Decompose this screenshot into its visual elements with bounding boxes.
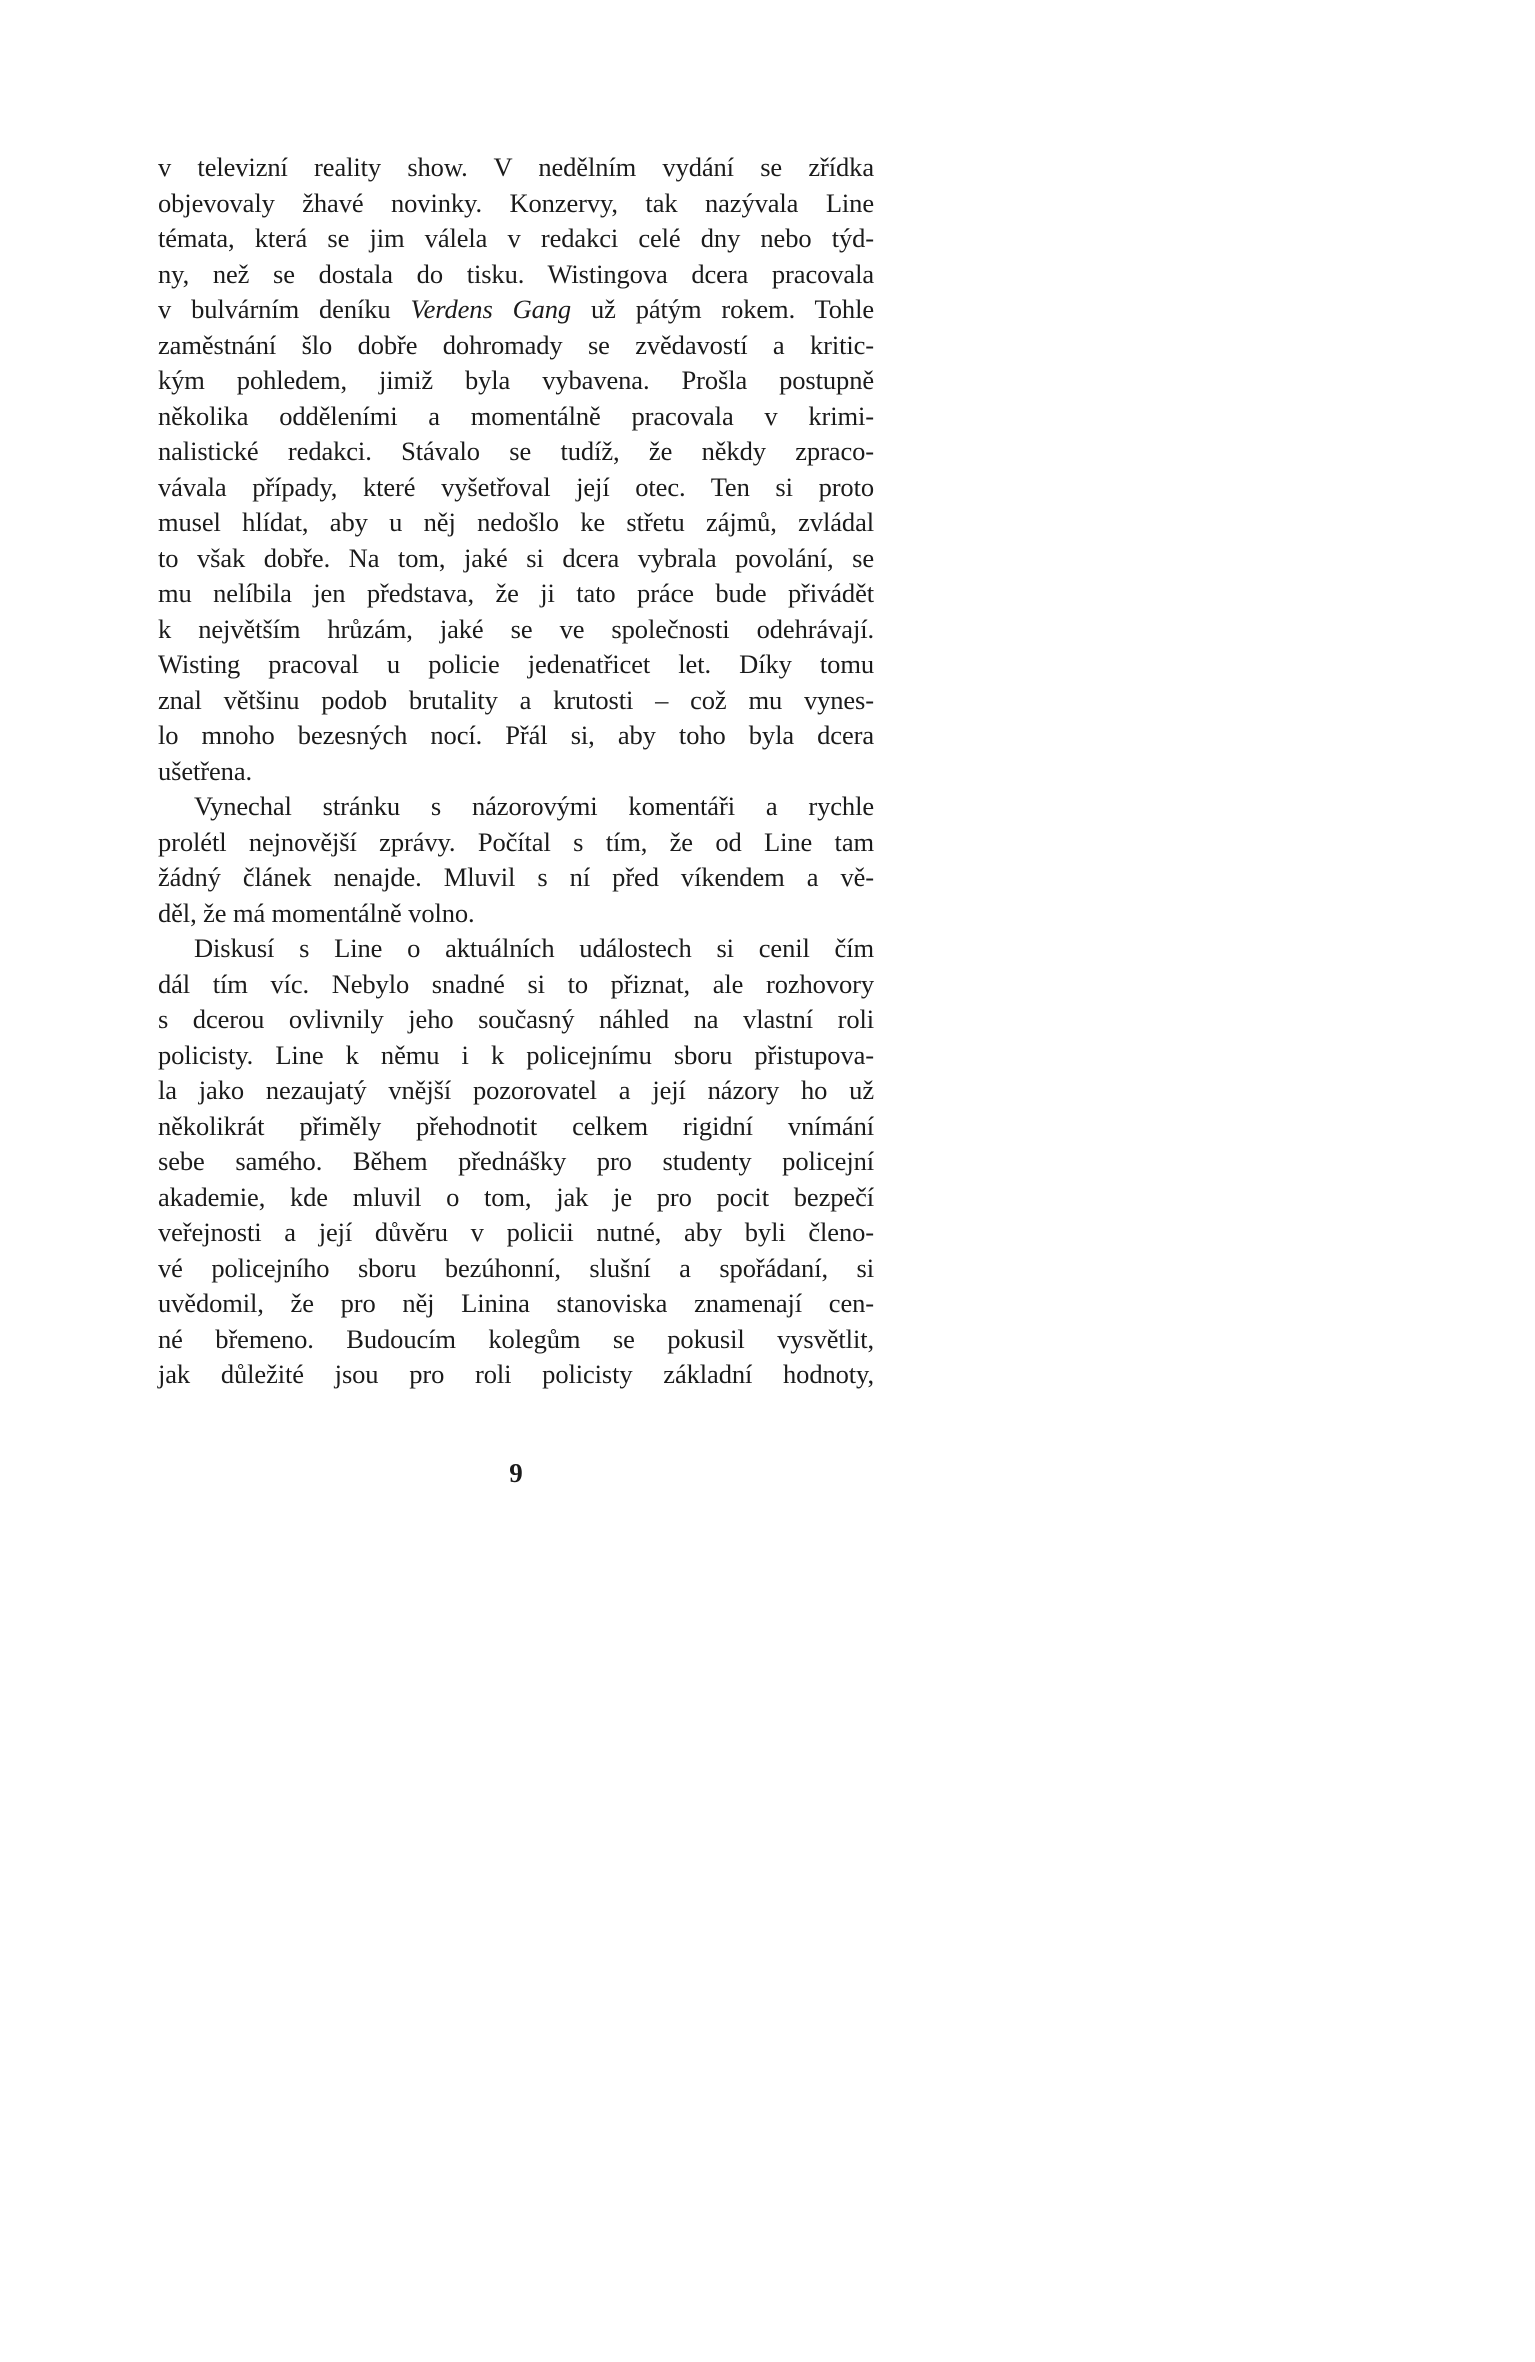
text-line: Vynechal stránku s názorovými komentáři a rychle — [194, 791, 874, 821]
text-line: několika odděleními a momentálně pracovala v krimi- — [158, 400, 874, 431]
text-line: mu nelíbila jen představa, že ji tato práce bude přivádět — [158, 578, 874, 608]
text-line: v televizní reality show. V nedělním vydání se zřídka — [158, 152, 874, 182]
text-line: s dcerou ovlivnily jeho současný náhled na vlastní roli — [158, 1004, 874, 1034]
text-line: Wisting pracoval u policie jedenatřicet let. Díky tomu — [158, 649, 874, 679]
text-line: znal většinu podob brutality a krutosti – což mu vynes- — [158, 684, 874, 715]
paragraph — [158, 789, 874, 931]
body-text — [158, 150, 874, 1393]
text-line: žádný článek nenajde. Mluvil s ní před víkendem a vě- — [158, 862, 874, 892]
text-line: prolétl nejnovější zprávy. Počítal s tím, že od Line tam — [158, 826, 874, 857]
text-line: lo mnoho bezesných nocí. Přál si, aby toho byla dcera — [158, 720, 874, 750]
text-line: uvědomil, že pro něj Linina stanoviska znamenají cen- — [158, 1288, 874, 1318]
text-segment: už pátým rokem. Tohle — [571, 294, 874, 324]
text-line: la jako nezaujatý vnější pozorovatel a její názory ho už — [158, 1075, 874, 1105]
text-line: k největším hrůzám, jaké se ve společnosti odehrávají. — [158, 613, 874, 644]
text-line: jak důležité jsou pro roli policisty základní hodnoty, — [158, 1359, 874, 1389]
paragraph — [158, 931, 874, 1393]
text-line: nalistické redakci. Stávalo se tudíž, že někdy zpraco- — [158, 436, 874, 466]
text-line — [158, 292, 874, 328]
text-line: veřejnosti a její důvěru v policii nutné, aby byli členo- — [158, 1217, 874, 1247]
text-line: děl, že má momentálně volno. — [158, 897, 475, 928]
text-line: ušetřena. — [158, 755, 253, 786]
text-line: sebe samého. Během přednášky pro studenty policejní — [158, 1146, 874, 1176]
book-title-italic: Verdens Gang — [410, 294, 572, 324]
page-number: 9 — [509, 1458, 523, 1488]
text-line: Diskusí s Line o aktuálních událostech si cenil čím — [194, 933, 874, 963]
paragraph — [158, 150, 874, 789]
text-line: to však dobře. Na tom, jaké si dcera vybrala povolání, se — [158, 542, 874, 573]
text-segment: v bulvárním deníku — [158, 294, 411, 324]
text-line: vávala případy, které vyšetřoval její otec. Ten si proto — [158, 471, 874, 502]
text-line: vé policejního sboru bezúhonní, slušní a spořádaní, si — [158, 1252, 874, 1283]
text-line: musel hlídat, aby u něj nedošlo ke střetu zájmů, zvládal — [158, 507, 874, 537]
text-line: objevovaly žhavé novinky. Konzervy, tak nazývala Line — [158, 187, 874, 218]
text-line: kým pohledem, jimiž byla vybavena. Prošla postupně — [158, 365, 874, 395]
text-line: dál tím víc. Nebylo snadné si to přiznat, ale rozhovory — [158, 968, 874, 999]
text-line: ny, než se dostala do tisku. Wistingova dcera pracovala — [158, 258, 874, 289]
text-line: několikrát přiměly přehodnotit celkem rigidní vnímání — [158, 1110, 874, 1141]
text-line: témata, která se jim válela v redakci celé dny nebo týd- — [158, 223, 874, 253]
text-line: akademie, kde mluvil o tom, jak je pro pocit bezpečí — [158, 1181, 874, 1212]
text-line: policisty. Line k němu i k policejnímu sboru přistupova- — [158, 1039, 874, 1070]
text-line: né břemeno. Budoucím kolegům se pokusil vysvětlit, — [158, 1323, 874, 1354]
text-line: zaměstnání šlo dobře dohromady se zvědavostí a kritic- — [158, 329, 874, 360]
